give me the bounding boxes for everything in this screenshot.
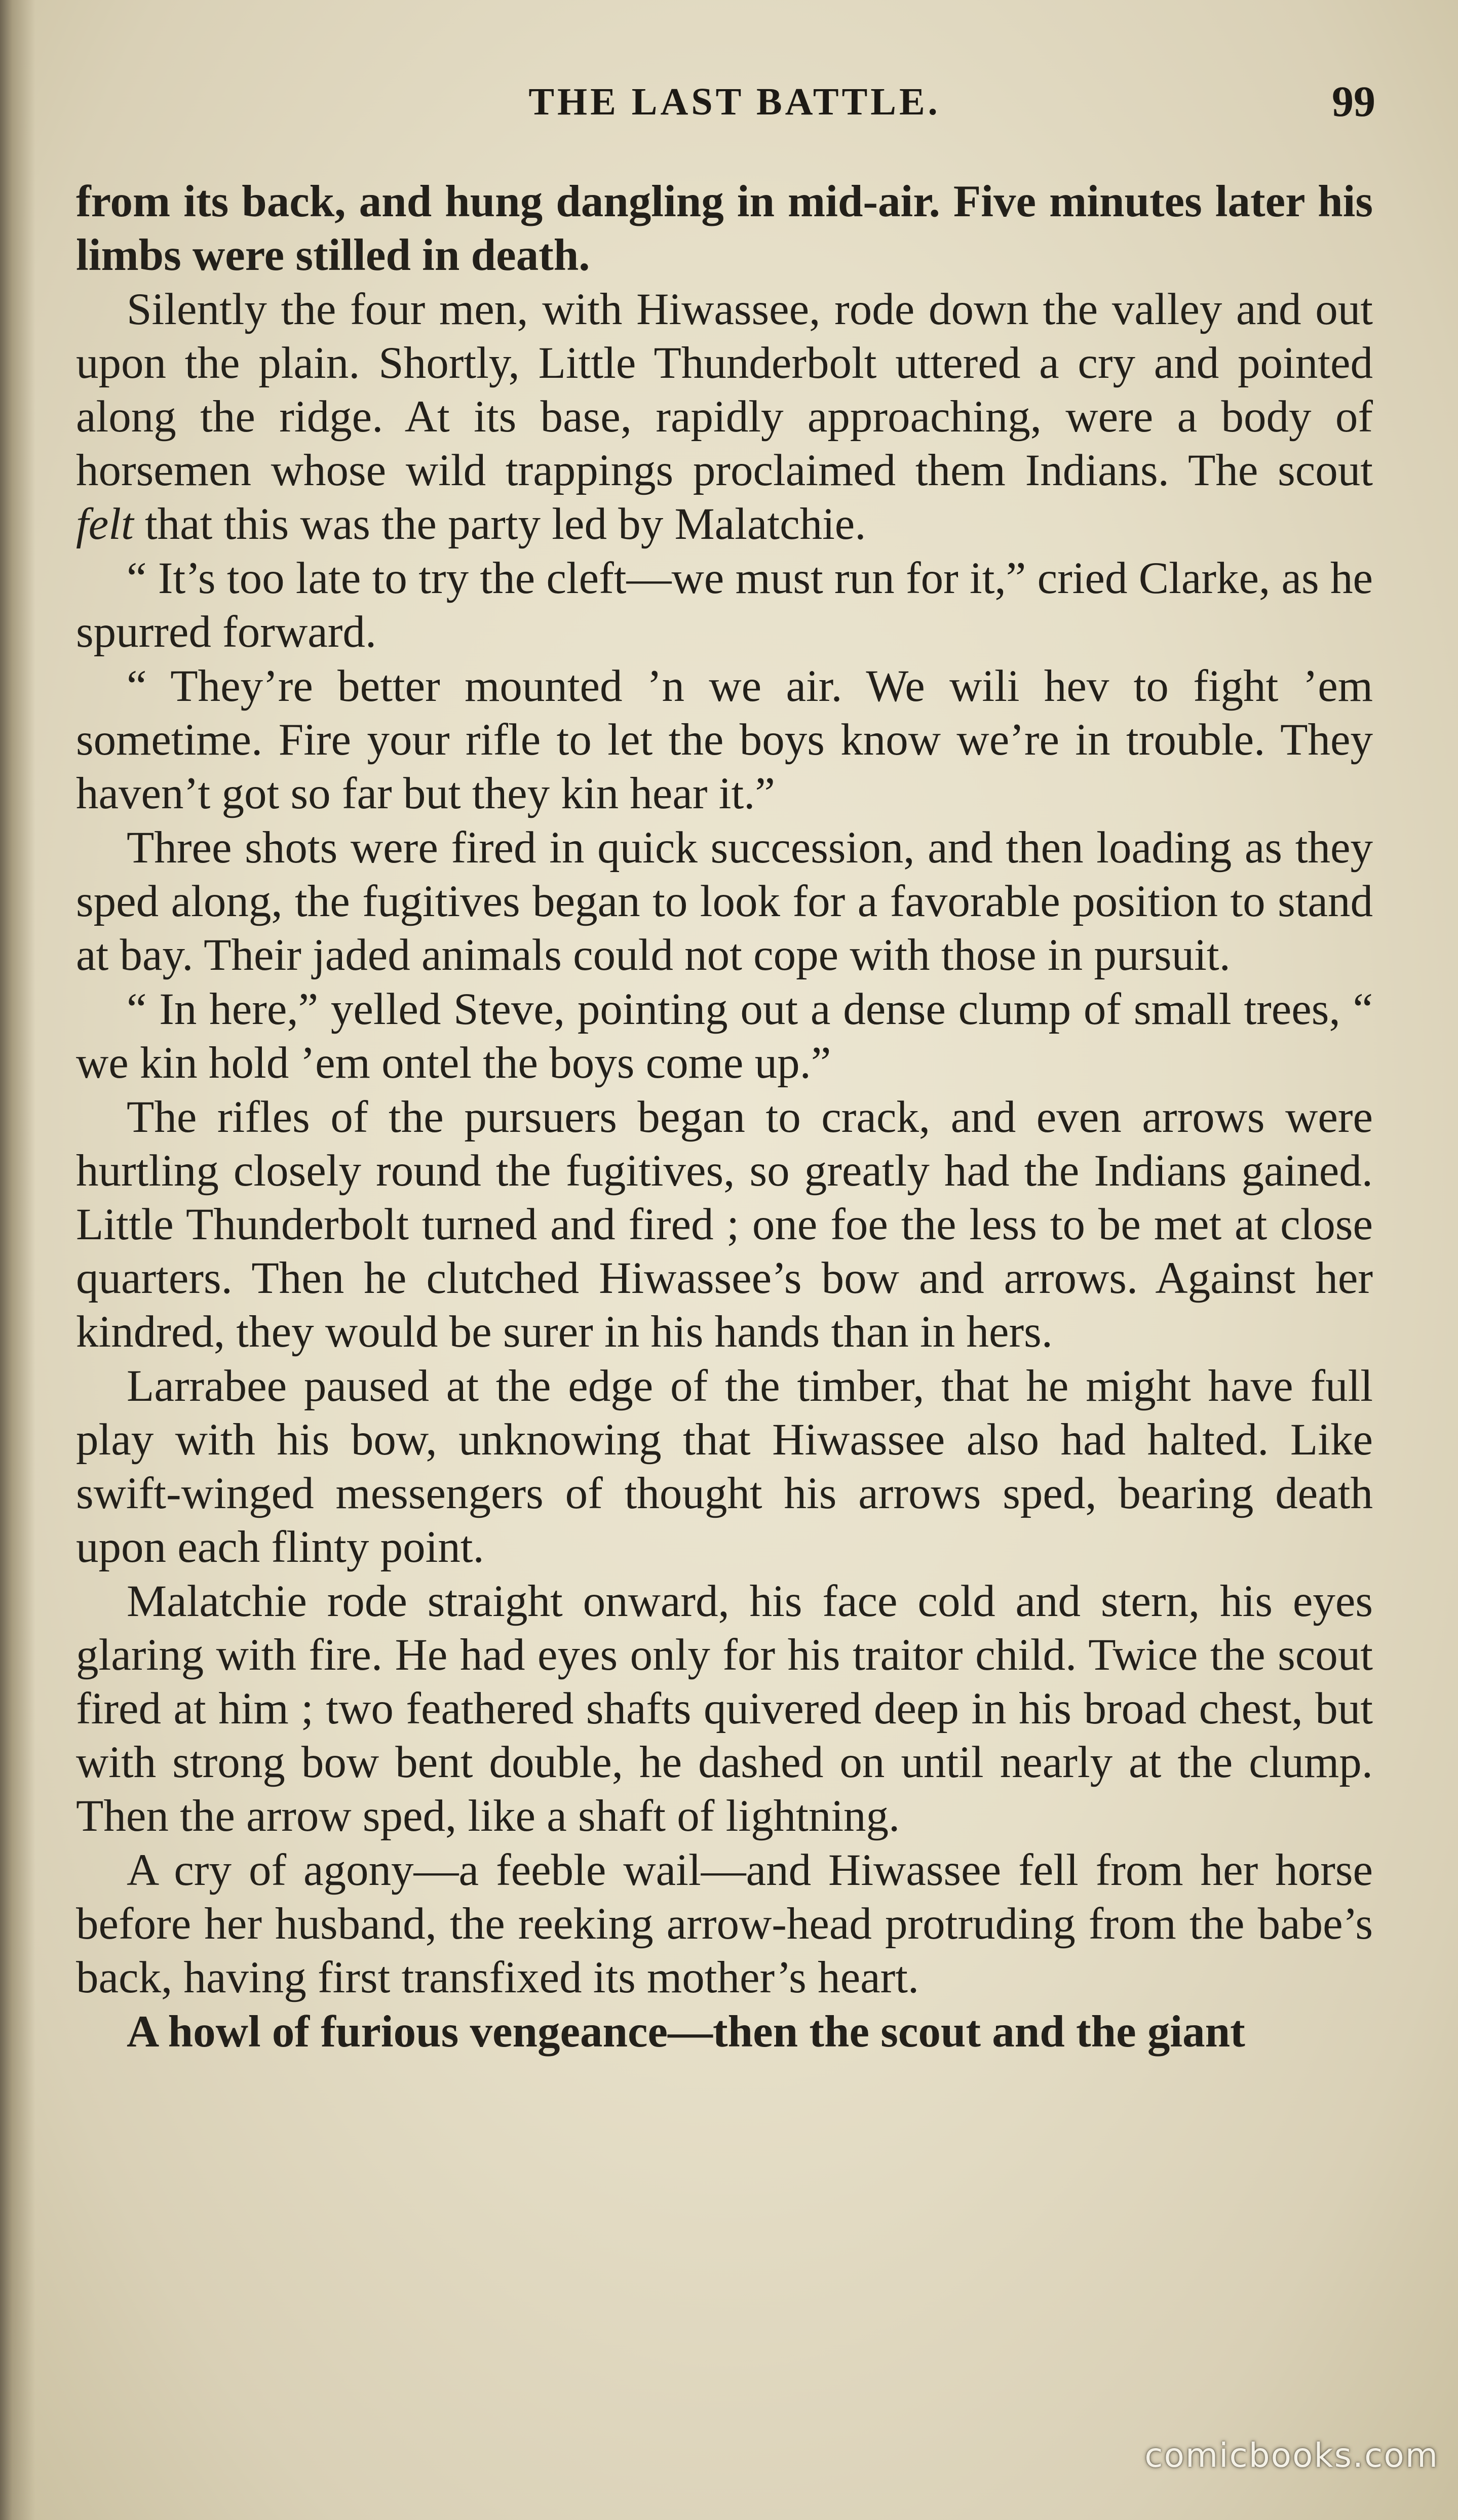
paragraph-2 [76,283,1373,551]
paragraph-3: “ It’s too late to try the cleft—we must run for it,” cried Clarke, as he spurred forward. [76,554,1373,657]
paragraph-1: from its back, and hung dangling in mid-air. Five minutes later his limbs were stilled in death. [76,177,1373,280]
paragraph-10: A cry of agony—a feeble wail—and Hiwassee fell from her horse before her husband, the reeking arrow-head protruding from the babe’s back, having first transfixed its mother’s heart. [76,1845,1373,2002]
paragraph-11: A howl of furious vengeance—then the scout and the giant [127,2007,1245,2057]
paragraph-2-text: Silently the four men, with Hiwassee, rode down the valley and out upon the plain. Shortly, Little Thunderbolt uttered a cry and pointed along the ridge. At its base, rapidly approaching, were a body of horsemen whose wild trappings proclaimed them Indians. [76,285,1373,495]
paragraph-6: “ In here,” yelled Steve, pointing out a dense clump of small trees, “ we kin hold ’em ontel the boys come up.” [76,985,1373,1088]
paragraph-9: Malatchie rode straight onward, his face cold and stern, his eyes glaring with fire. He had eyes only for his traitor child. Twice the scout fired at him ; two feathered shafts quivered deep in his broad chest, but with strong bow bent double, he dashed on until nearly at the clump. Then the arrow sped, like a shaft of lightning. [76,1577,1373,1841]
running-title: THE LAST BATTLE. [528,81,941,123]
paragraph-5: Three shots were fired in quick succession, and then loading as they sped along, the fugitives began to look for a favorable position to stand at bay. Their jaded animals could not cope with those in pursuit. [76,823,1373,980]
paragraph-4: “ They’re better mounted ’n we air. We wili hev to fight ’em sometime. Fire your rifle to let the boys know we’re in trouble. They haven’t got so far but they kin hear it.” [76,661,1373,818]
paragraph-7: The rifles of the pursuers began to crack, and even arrows were hurtling closely round the fugitives, so greatly had the Indians gained. Little Thunderbolt turned and fired ; one foe the less to be met at close quarters. Then he clutched Hiwassee’s bow and arrows. Against her kindred, they would be surer in his hands than in hers. [76,1092,1373,1357]
emphasis-felt: felt [76,499,134,549]
spine-shadow [0,0,35,2520]
paragraph-8: Larrabee paused at the edge of the timber, that he might have full play with his bow, unknowing that Hiwassee also had halted. Like swift-winged messengers of thought his arrows sped, bearing death upon each flinty point. [76,1361,1373,1572]
body-text [76,175,1373,2059]
paragraph-2-scout: The scout [1188,446,1373,495]
paragraph-2-end: that this was the party led by Malatchie. [144,499,866,549]
page-number: 99 [1332,77,1375,126]
watermark: comicbooks.com [1144,2436,1439,2475]
